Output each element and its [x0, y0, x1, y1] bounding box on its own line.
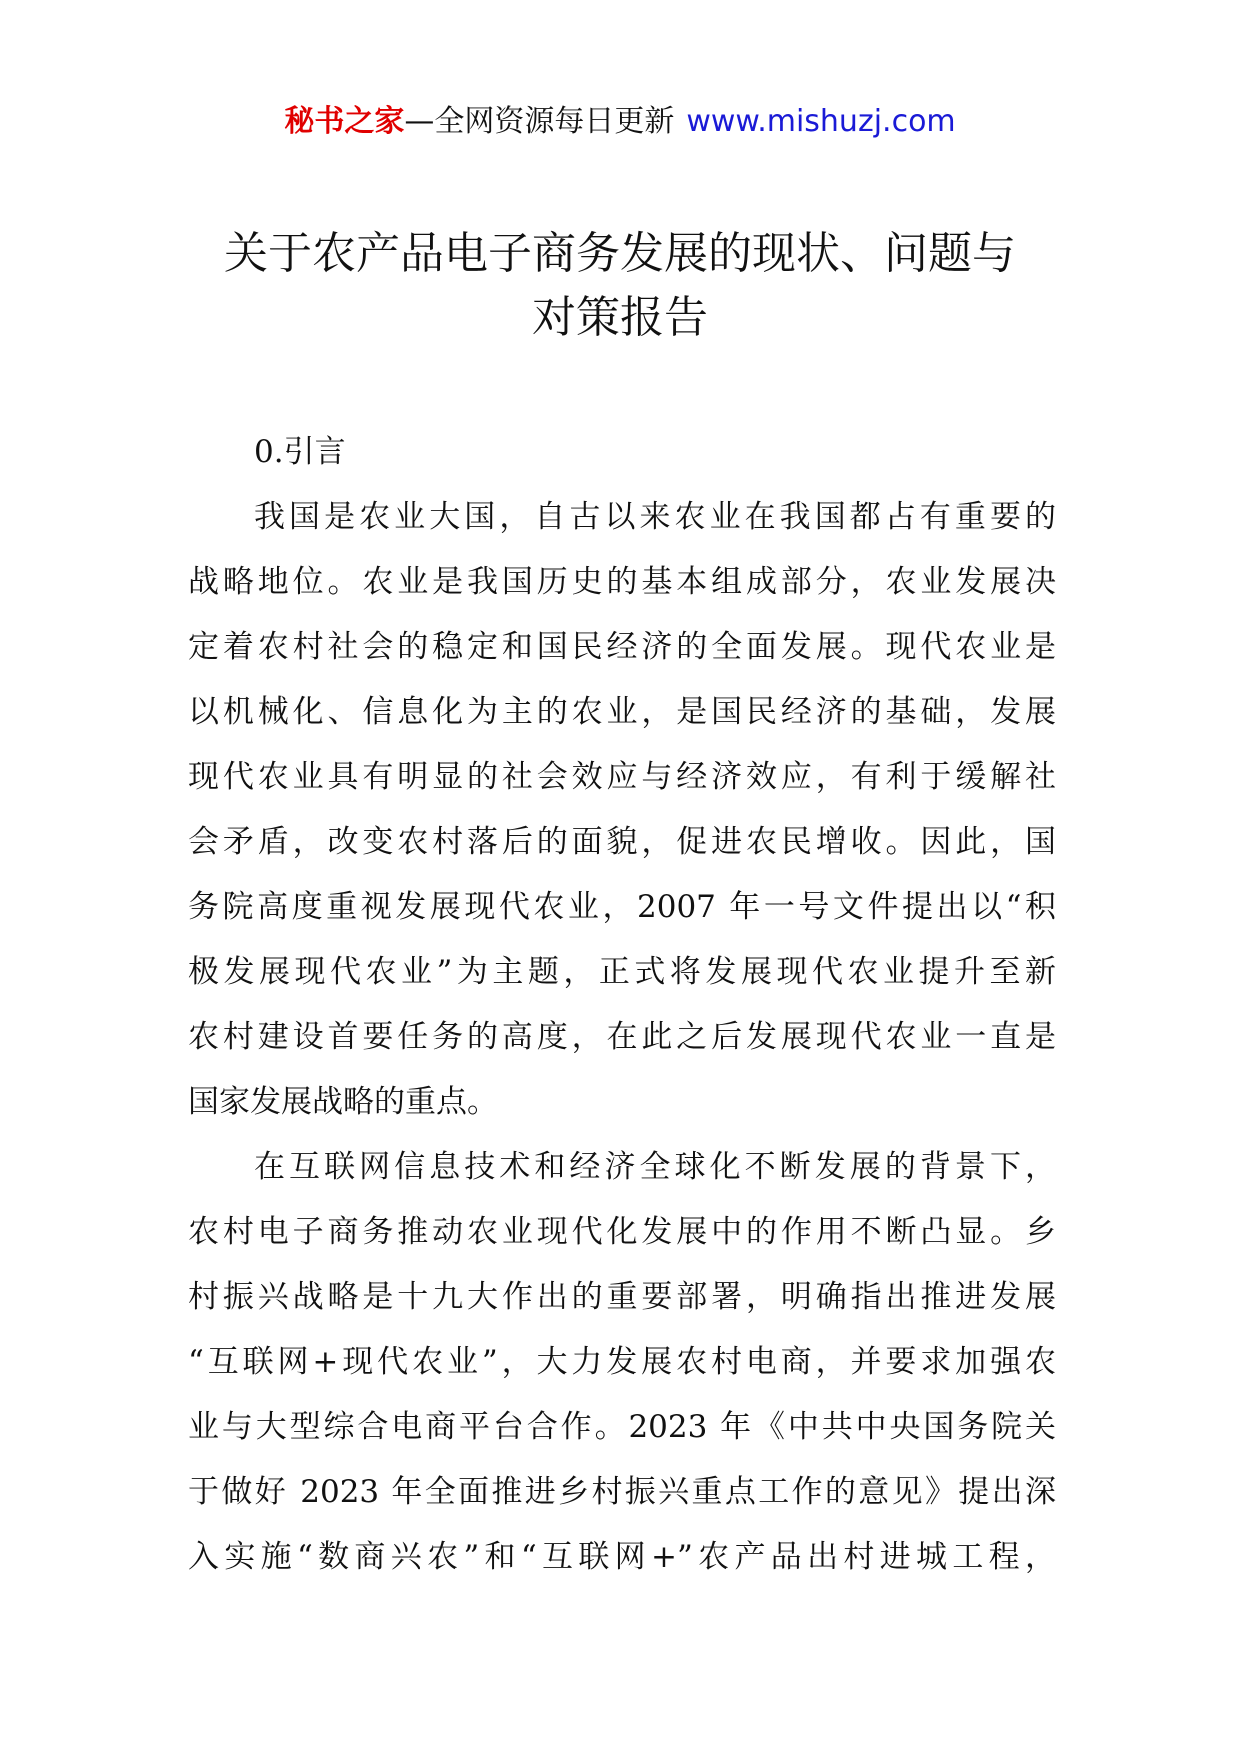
paragraph-line: 在互联网信息技术和经济全球化不断发展的背景下，: [254, 1149, 1056, 1185]
document-body: [188, 420, 1056, 1590]
document-title-line-1: 关于农产品电子商务发展的现状、问题与: [224, 228, 1016, 279]
paragraph-line: 农村电子商务推动农业现代化发展中的作用不断凸显。乡: [188, 1214, 1056, 1250]
paragraph-line: “互联网+现代农业”，大力发展农村电商，并要求加强农: [188, 1344, 1056, 1380]
paragraph-line: 定着农村社会的稳定和国民经济的全面发展。现代农业是: [188, 629, 1056, 665]
header-banner: [0, 100, 1240, 144]
paragraph-line: 我国是农业大国，自古以来农业在我国都占有重要的: [254, 499, 1056, 535]
paragraph-2: [188, 1135, 1056, 1590]
paragraph-line: 于做好 2023 年全面推进乡村振兴重点工作的意见》提出深: [188, 1474, 1056, 1510]
banner-brand: 秘书之家: [284, 104, 405, 139]
banner-url-link[interactable]: www.mishuzj.com: [686, 104, 956, 139]
paragraph-line: 现代农业具有明显的社会效应与经济效应，有利于缓解社: [188, 759, 1056, 795]
paragraph-line: 国家发展战略的重点。: [188, 1084, 498, 1120]
paragraph-line: 农村建设首要任务的高度，在此之后发展现代农业一直是: [188, 1019, 1056, 1055]
paragraph-line: 业与大型综合电商平台合作。2023 年《中共中央国务院关: [188, 1409, 1056, 1445]
section-heading: 0.引言: [254, 434, 346, 470]
paragraph-line: 入实施“数商兴农”和“互联网+”农产品出村进城工程，: [188, 1539, 1056, 1575]
paragraph-line: 极发展现代农业”为主题，正式将发展现代农业提升至新: [188, 954, 1056, 990]
paragraph-line: 务院高度重视发展现代农业，2007 年一号文件提出以“积: [188, 889, 1056, 925]
paragraph-1: [188, 485, 1056, 1135]
paragraph-line: 村振兴战略是十九大作出的重要部署，明确指出推进发展: [188, 1279, 1056, 1315]
banner-slogan: —全网资源每日更新: [404, 104, 675, 139]
document-title-line-2: 对策报告: [532, 292, 708, 343]
paragraph-line: 战略地位。农业是我国历史的基本组成部分，农业发展决: [188, 564, 1056, 600]
paragraph-line: 以机械化、信息化为主的农业，是国民经济的基础，发展: [188, 694, 1056, 730]
paragraph-line: 会矛盾，改变农村落后的面貌，促进农民增收。因此，国: [188, 824, 1056, 860]
document-title: [180, 222, 1060, 350]
